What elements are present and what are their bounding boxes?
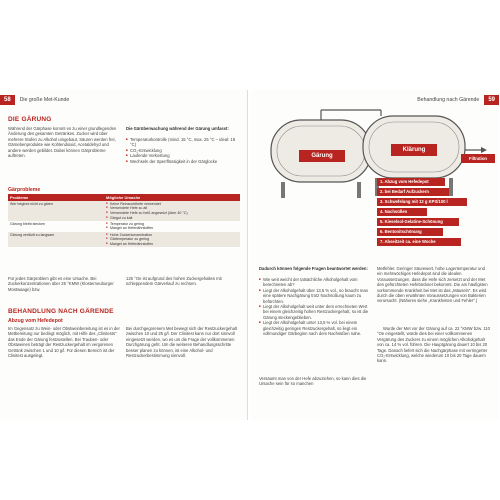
list-item: ■ Wechseln der Sperrflüssigkeit in der Gärglocke	[126, 159, 240, 164]
list-item: ■ Temperaturkontrolle (mind. 15 °C, max. 25 °C – ideal: 18 °C)	[126, 137, 240, 148]
left-page	[0, 90, 248, 420]
table-cell-problem: Gärung verläuft zu langsam	[8, 232, 104, 247]
process-step: 2. bei Bedarf Aufzuckern	[377, 188, 449, 196]
table-cell-causes	[104, 232, 240, 247]
table-cell-causes	[104, 201, 240, 221]
left-page-number: 58	[0, 95, 15, 105]
right-running-head: Behandlung nach Gärende	[417, 96, 480, 103]
sub-text-left: Im Gegensatz zu Wein- oder Obstweinbereitung ist es in der Metbereitung nur bedingt möglich, mit Hilfe des „Clinitests“ das Ende der Gärung festzustellen. Bei Trauben- oder Obstweinen beträgt der Restzuckergehalt im vergorenen Getränk zwischen 1 und 10 g/l. Für diesen Bereich ist der Clinitest ausgelegt.	[8, 326, 120, 359]
list-item: ■ Liegt der Alkoholgehalt über 13,5 % vol., so braucht man eine spätere Nachgärung trotz Nachsüßung kaum zu befürchten.	[259, 288, 371, 304]
left-running-header	[0, 94, 69, 105]
tank-label-gaerung: Gärung	[299, 150, 345, 162]
process-step: 7. Abseitzeit ca. eine Woche	[377, 238, 461, 246]
process-step: 6. Bentonitschönung	[377, 228, 443, 236]
col2-text2: Wurde der Met vor der Gärung auf ca. 22 °KMW bzw. 110 °Oe eingestellt, würde dies bei einer vollkommenen Vergärung des Zuckers zu einem möglichen Alkoholgehalt von ca. 14 % vol. führen. Die Hauptgärung dauert 10 bis 20 Tage. Danach liefert sich die Nachgärphase mit verringerter CO₂-Entwicklung, welche wiederum 10 bis 20 Tage dauern kann.	[377, 326, 490, 364]
problems-table	[8, 194, 240, 247]
cause-item: ■ Hohe Zuckerkonzentration	[106, 233, 238, 238]
list-item: ■ Liegt der Alkoholgehalt weit unter dem errechneten Wert bei einem gleichzeitig hohen Restzuckergehalt, so ist die Gärung steckengeblieben.	[259, 304, 371, 320]
tank-leg-icon	[449, 178, 453, 196]
table-title: Gärprobleme	[8, 187, 41, 193]
table-header-causes: Mögliche Ursache	[104, 194, 240, 201]
table-cell-problem: Wer beginnt nicht zu gären	[8, 201, 104, 221]
table-cell-problem: Gärung bleibt stecken	[10, 221, 45, 226]
cause-item: ■ Keine Reinzuchthefe verwendet	[106, 202, 238, 207]
table-header-problems: Probleme	[8, 194, 104, 201]
col1-heading: Dadurch können folgende Fragen beantwortet werden:	[259, 266, 368, 271]
tank-leg-icon	[281, 182, 285, 198]
cause-item: ■ Gärgut zu kalt	[106, 216, 238, 221]
list-item: ■ Laufende Verkostung	[126, 153, 240, 158]
list-item: ■ Liegt der Alkoholgehalt unter 13,5 % vol. bei einem gleichzeitig geringen Restzuckergehalt, so liegt ein vollmundiger Gärbeginn nach dem Nachsüßen nahe.	[259, 320, 371, 336]
list-item: ■ CO₂-Entwicklung	[126, 148, 240, 153]
section-title-gaerung: DIE GÄRUNG	[8, 116, 52, 123]
after-table-text-right: 125 °Oe ist aufgrund des hohen Zuckergehaltes mit schleppendem Gärverlauf zu rechnen.	[126, 276, 222, 287]
process-step: 4. Nachsüßen	[377, 208, 427, 216]
cause-item: ■ Temperatur zu gering	[106, 222, 238, 227]
table-row	[8, 232, 240, 247]
monitoring-list	[126, 137, 240, 164]
after-table-text-left: Für jedes Gärproblem gibt es eine Ursache. Bei Zuckerkonzentrationen über 25 °KMW (Klosterneuburger Mostwaage) bzw.	[8, 276, 114, 292]
filtration-label: Filtration	[461, 154, 495, 163]
tank-leg-icon	[357, 182, 361, 198]
tank-label-klaerung: Klärung	[391, 144, 437, 156]
col1-tail: Versäumt man von der Hefe abzuziehen, so kann dies die Ursache sein für so manchen	[259, 376, 367, 387]
monitoring-title: Die Gärüberwachung während der Gärung umfasst:	[126, 126, 229, 131]
cause-item: ■ Verwendete Hefe zu heiß angesetzt (über 40 °C)	[106, 211, 238, 216]
section-title-behandlung: BEHANDLUNG NACH GÄRENDE	[8, 308, 114, 315]
right-page-number: 59	[484, 95, 499, 105]
table-row	[8, 201, 240, 221]
intro-text: Während der Gärphase kommt es zu einer grundlegenden Änderung des gesamten Getränkes. Zucker wird über mehrere Stufen zu Alkohol umgebaut, Säuren werden frei, Gärnebenprodukte wie Kohlendioxid, Acetaldehyd und andere werden gebildet. Dabei können Gärprobleme auftreten.	[8, 126, 117, 159]
cause-item: ■ Mangel an Hefenährstoffen	[106, 242, 238, 247]
questions-list	[259, 277, 371, 336]
table-cell-causes	[104, 221, 240, 232]
col2-text: Metfehler. Geringer Säurewert, hohe Lagertemperatur und ein mehrwöchiges Hefedepot sind die idealen Voraussetzungen, dass die Hefe sich zersetzt und der Met den gefürchteten Hefeböckser bekommt. Die am häufigsten vorkommende Krankheit bei Met ist das „Mäuseln“. Es wird durch die oben erwähnten Voraussetzungen von Bakterien verursacht. (Näheres siehe „Krankheiten und Fehler“.)	[377, 266, 488, 304]
left-running-head: Die große Met-Kunde	[19, 96, 70, 103]
tank-illustration	[251, 90, 499, 250]
process-step: 5. Kieselsol-Gelatine-Schönung	[377, 218, 459, 226]
cause-item: ■ Mangel an Hefenährstoffen	[106, 226, 238, 231]
subsection-title: Abzug vom Hefedepot	[8, 318, 63, 324]
flow-arrow-icon	[481, 147, 487, 153]
cause-item: ■ Gärtemperatur zu gering	[106, 237, 238, 242]
process-step: 3. Schwefelung mit 12 g KPS/100 l	[377, 198, 467, 206]
right-page	[251, 90, 499, 420]
cause-item: ■ Verwendete Hefe zu alt	[106, 206, 238, 211]
table-row	[8, 221, 240, 232]
sub-text-right: Bei durchgegorenem Met bewegt sich der Restzuckergehalt zwischen 10 und 25 g/l. Der Clinitest kann nur dort sinnvoll eingesetzt werden, wo es um die Frage der vollkommenen Durchgärung geht. Um die weiteren Behandlungsschritte besser planen zu können, ist eine Alkohol- und Restzuckerbestimmung sinnvoll.	[126, 326, 238, 359]
process-step: 1. Abzug vom Hefedepot	[377, 178, 445, 186]
list-item: ■ Wie weit weicht der tatsächliche Alkoholgehalt vom berechneten ab?	[259, 277, 371, 288]
